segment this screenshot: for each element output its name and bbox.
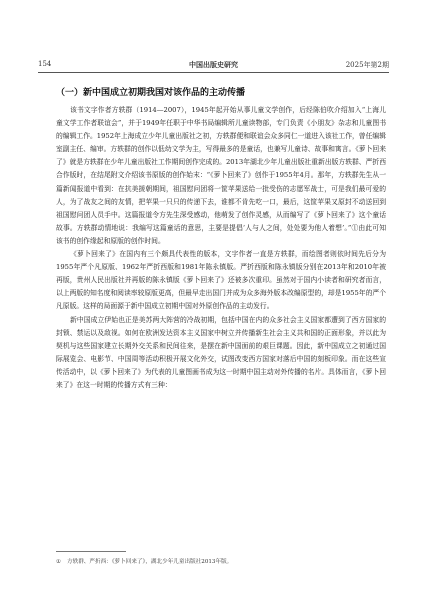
paragraph-2: 《萝卜回来了》在国内有三个颇具代表性的版本，文字作者一直是方轶群，而绘图者则依时间先后分为1955年严个凡原版、1962年严折西版和1981年陈永镇版。严折西版和陈永镇版分别在2013年和2010年被再版，贵州人民出版社并再版的陈永镇版《萝卜回来了》还被多次重印。虽然对于国内小读者和研究者而言，以上两版的知名度和阅读率较原版更高，但最早走出国门并成为众多海外版本改编原型的，却是1955年的严个凡原版。这样的局面源于新中国成立初期中国对外原创作品的主动发行。: [56, 250, 386, 311]
paragraph-3: 新中国成立伊始也正是美苏两大阵营的冷战初期，包括中国在内的众多社会主义国家都遭到了西方国家的封锁、禁运以及敌视。如何在欧洲发达资本主义国家中树立并传播新生社会主义共和国的正面形象，并以此为契机与这些国家建立长期外交关系和民间往来，是摆在新中国面前的艰巨课题。因此，新中国成立之初通过国际展览会、电影节、中国周等活动积极开展文化外交，试图改变西方国家对落后中国的刻板印象。而在这些宣传活动中，以《萝卜回来了》为代表的儿童图画书成为这一时期中国主动对外传播的名片。具体而言，《萝卜回来了》在这一时期的传播方式有三种：: [56, 315, 386, 389]
issue-label: 2025年第2期: [345, 61, 389, 69]
paragraph-1: 该书文字作者方轶群（1914—2007），1945年起开始从事儿童文学创作，后经陈伯吹介绍加入“上海儿童文学工作者联谊会”，并于1949年任职于中华书局编辑所儿童读物部，专门负责《小朋友》杂志和儿童图书的编辑工作。1952年上海成立少年儿童出版社之初，方轶群便和联谊会众多同仁一道进入该社工作，曾任编辑室副主任、编审。方轶群的创作以低幼文学为主，写得最多的是童话，也兼写儿童诗、故事和寓言。《萝卜回来了》就是方轶群在少年儿童出版社工作期间创作完成的。2013年湖北少年儿童出版社重新出版方轶群、严折西合作版时，在结尾附文介绍该书原版的创作始末：“《萝卜回来了》创作于1955年4月。那年，方轶群先生从一篇新闻报道中看到：在抗美援朝期间，祖国慰问团将一筐苹果送给一批受伤的志愿军战士，可是我们最可爱的人，为了战友之间的友情，把苹果一只只的传递下去，谁都不肯先吃一口，最后，这筐苹果又原封不动送回到祖国慰问团人员手中。这篇报道令方先生深受感动，他萌发了创作灵感，从而编写了《萝卜回来了》这个童话故事。方轶群动情地说：我编写这篇童话的意思，主要是提倡‘人与人之间，处处要为他人着想’。”①由此可知该书的创作缘起和原版的创作时间。: [56, 106, 386, 245]
article-body: [56, 104, 386, 392]
section-title: （一）新中国成立初期我国对该作品的主动传播: [56, 88, 246, 98]
footnote-mark: ①: [56, 559, 62, 565]
footnote: [56, 557, 386, 565]
footnote-text: 方轶群、严折西：《萝卜回来了》，湖北少年儿童出版社2013年版。: [67, 559, 233, 565]
header-divider: [38, 72, 389, 73]
footnote-divider: [56, 551, 126, 552]
journal-title: 中国出版史研究: [189, 60, 238, 69]
page-number: 154: [38, 60, 52, 68]
